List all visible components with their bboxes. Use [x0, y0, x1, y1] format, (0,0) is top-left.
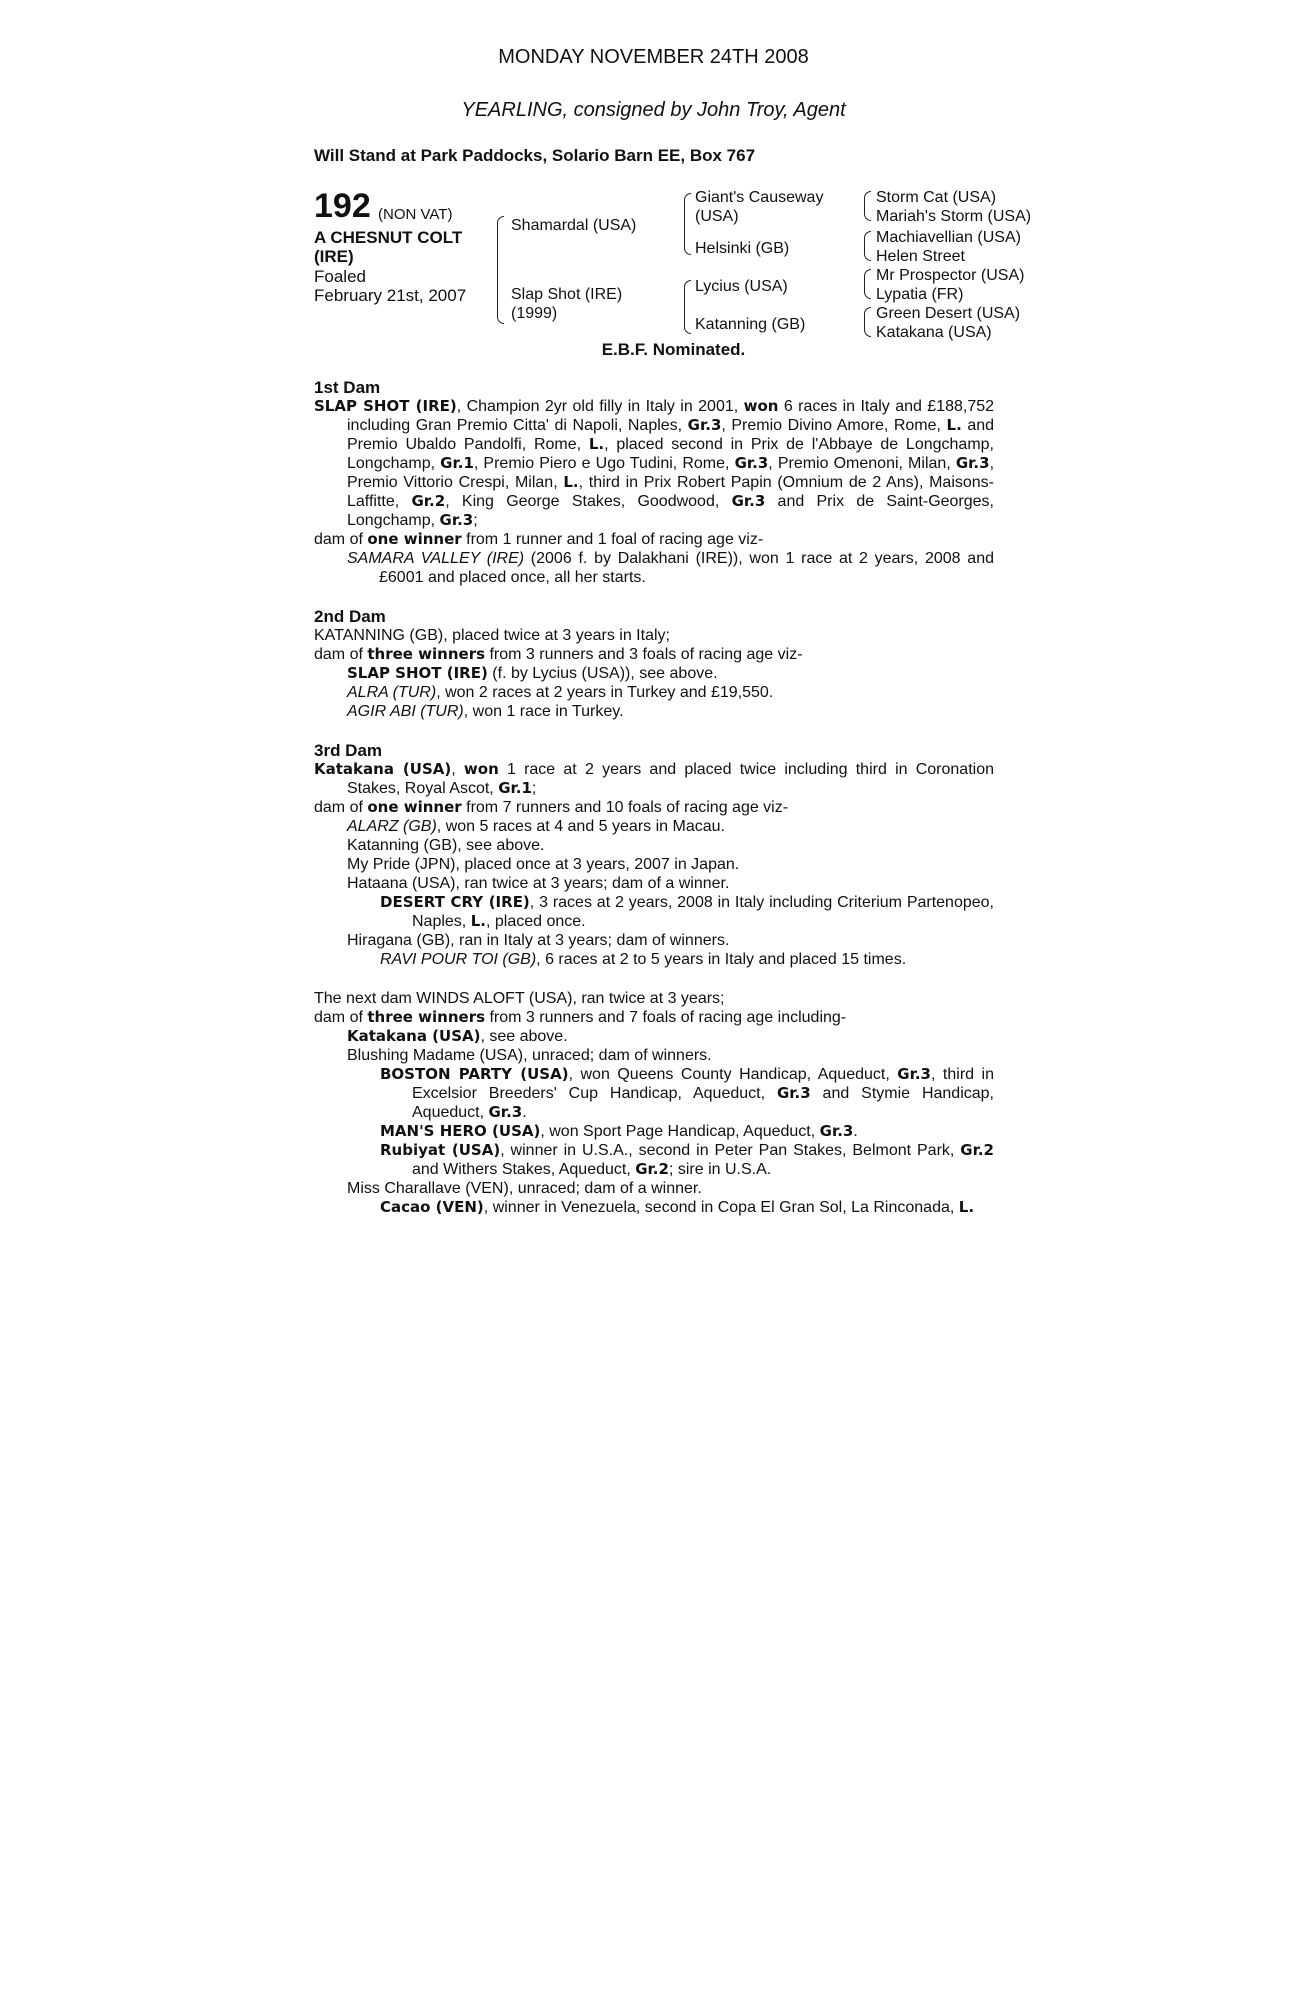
- first-dam-name: SLAP SHOT (IRE): [314, 397, 457, 415]
- listed-label: L.: [588, 435, 605, 453]
- record-text: , third in Prix Robert Papin (Omnium de 2 Ans), Maisons-Laffitte,: [347, 474, 995, 510]
- offspring-entry: Katanning (GB), see above.: [347, 837, 545, 854]
- offspring-entry: [314, 683, 994, 702]
- pedigree-dam: Slap Shot (IRE) (1999): [511, 286, 623, 322]
- grade-label: Gr.2: [960, 1141, 994, 1159]
- third-dam-name: Katakana (USA): [314, 760, 452, 778]
- record-text: ;: [473, 512, 478, 529]
- second-dam-heading: 2nd Dam: [314, 607, 386, 626]
- record-text: from 7 runners and 10 foals of racing age viz-: [461, 799, 789, 816]
- dam-details: [314, 378, 994, 1217]
- foaled-label: Foaled: [314, 267, 366, 286]
- first-dam-heading: 1st Dam: [314, 378, 381, 397]
- ebf-nominated: E.B.F. Nominated.: [601, 340, 746, 359]
- offspring-name: SLAP SHOT (IRE): [347, 664, 488, 682]
- offspring-name: Rubiyat (USA): [380, 1141, 501, 1159]
- pedigree-ggp: Mr Prospector (USA): [876, 267, 1025, 284]
- record-text: , won Sport Page Handicap, Aqueduct,: [540, 1123, 820, 1140]
- grade-label: Gr.2: [411, 492, 446, 510]
- record-text: and Prix de Saint-Georges, Longchamp,: [347, 493, 995, 529]
- listed-label: L.: [958, 1198, 975, 1216]
- record-text: , 6 races at 2 to 5 years in Italy and placed 15 times.: [536, 951, 907, 968]
- record-text: , Premio Divino Amore, Rome,: [721, 417, 947, 434]
- record-text: and Withers Stakes, Aqueduct,: [412, 1161, 636, 1178]
- offspring-entry: Blushing Madame (USA), unraced; dam of winners.: [347, 1047, 712, 1064]
- offspring-name: ALRA (TUR): [347, 684, 437, 701]
- record-text: , won 1 race in Turkey.: [463, 703, 624, 720]
- winners-count: three winners: [367, 1008, 486, 1026]
- grade-label: Gr.1: [440, 454, 474, 472]
- record-text: 1 race at 2 years and placed twice including third in Coronation Stakes, Royal Ascot,: [347, 761, 995, 797]
- record-text: 6 races in Italy and £188,752 including Gran Premio Citta' di Napoli, Naples,: [347, 398, 995, 434]
- record-text: .: [522, 1104, 527, 1121]
- pedigree-ggp: Katakana (USA): [876, 324, 992, 341]
- record-text: ,: [451, 761, 464, 778]
- record-text: , 3 races at 2 years, 2008 in Italy including Criterium Partenopeo, Naples,: [412, 894, 994, 930]
- pedigree-ggp: Machiavellian (USA): [876, 229, 1021, 246]
- won-label: won: [743, 397, 779, 415]
- offspring-name: Katakana (USA): [347, 1027, 481, 1045]
- pedigree-brace: [864, 231, 871, 261]
- record-text: , see above.: [480, 1028, 568, 1045]
- pedigree-brace: [684, 193, 691, 255]
- record-text: , Champion 2yr old filly in Italy in 2001,: [456, 398, 744, 415]
- grade-label: Gr.2: [635, 1160, 669, 1178]
- foaled-date: February 21st, 2007: [314, 286, 467, 305]
- vat-status: (NON VAT): [378, 206, 453, 223]
- grade-label: Gr.3: [439, 511, 474, 529]
- first-dam-produce-line: [314, 530, 994, 549]
- record-text: from 3 runners and 7 foals of racing age including-: [485, 1009, 847, 1026]
- winners-count: one winner: [367, 530, 462, 548]
- record-text: dam of: [314, 646, 368, 663]
- pedigree-ggp: Green Desert (USA): [876, 305, 1021, 322]
- won-label: won: [463, 760, 499, 778]
- pedigree-sire: Shamardal (USA): [511, 217, 637, 234]
- record-text: , won 2 races at 2 years in Turkey and £19,550.: [436, 684, 774, 701]
- grade-label: Gr.1: [498, 779, 532, 797]
- record-text: , winner in U.S.A., second in Peter Pan Stakes, Belmont Park,: [500, 1142, 961, 1159]
- record-text: (2006 f. by Dalakhani (IRE)), won 1 race at 2 years, 2008 and £6001 and placed once, all her starts.: [379, 550, 994, 586]
- second-dam-produce-line: [314, 645, 994, 664]
- grade-label: Gr.3: [955, 454, 990, 472]
- record-text: , winner in Venezuela, second in Copa El Gran Sol, La Rinconada,: [483, 1199, 959, 1216]
- record-text: dam of: [314, 799, 368, 816]
- grade-label: Gr.3: [731, 492, 766, 510]
- offspring-entry: [314, 817, 994, 836]
- record-text: dam of: [314, 1009, 368, 1026]
- record-text: , placed once.: [485, 913, 586, 930]
- standing-location: Will Stand at Park Paddocks, Solario Barn EE, Box 767: [314, 146, 756, 165]
- offspring-entry: [314, 702, 994, 721]
- offspring-name: ALARZ (GB): [347, 818, 437, 835]
- first-dam-record: [314, 397, 994, 530]
- record-text: , Premio Piero e Ugo Tudini, Rome,: [473, 455, 735, 472]
- listed-label: L.: [470, 912, 486, 930]
- record-text: , Premio Omenoni, Milan,: [768, 455, 956, 472]
- record-text: and Stymie Handicap, Aqueduct,: [412, 1085, 994, 1121]
- offspring-entry: [314, 549, 994, 587]
- pedigree-dam-dam: Katanning (GB): [695, 316, 806, 333]
- grade-label: Gr.3: [819, 1122, 854, 1140]
- pedigree-brace: [864, 307, 871, 337]
- offspring-name: MAN'S HERO (USA): [380, 1122, 541, 1140]
- record-text: .: [853, 1123, 858, 1140]
- offspring-entry: Hiragana (GB), ran in Italy at 3 years; dam of winners.: [347, 932, 730, 949]
- next-dam-produce-line: [314, 1008, 994, 1027]
- offspring-name: BOSTON PARTY (USA): [380, 1065, 569, 1083]
- record-text: from 3 runners and 3 foals of racing age viz-: [485, 646, 803, 663]
- third-dam-produce-line: [314, 798, 994, 817]
- winners-count: one winner: [367, 798, 462, 816]
- pedigree-ggp: Mariah's Storm (USA): [876, 208, 1032, 225]
- record-text: dam of: [314, 531, 368, 548]
- pedigree-ggp: Lypatia (FR): [876, 286, 964, 303]
- record-text: and Premio Ubaldo Pandolfi, Rome,: [347, 417, 995, 453]
- third-dam-heading: 3rd Dam: [314, 741, 383, 760]
- grade-label: Gr.3: [687, 416, 722, 434]
- grand-offspring-entry: [314, 1065, 994, 1122]
- second-dam-record: KATANNING (GB), placed twice at 3 years in Italy;: [314, 627, 670, 644]
- offspring-entry: Hataana (USA), ran twice at 3 years; dam of a winner.: [347, 875, 730, 892]
- offspring-entry: Miss Charallave (VEN), unraced; dam of a winner.: [347, 1180, 702, 1197]
- offspring-entry: [314, 664, 994, 683]
- third-dam-record: [314, 760, 994, 798]
- pedigree-dam-sire: Lycius (USA): [695, 278, 788, 295]
- pedigree-sire-dam: Helsinki (GB): [695, 240, 790, 257]
- record-text: (f. by Lycius (USA)), see above.: [487, 665, 718, 682]
- offspring-name: AGIR ABI (TUR): [347, 703, 464, 720]
- record-text: ; sire in U.S.A.: [668, 1161, 772, 1178]
- grand-offspring-entry: [314, 1198, 994, 1217]
- lot-number: 192: [314, 187, 371, 225]
- offspring-name: SAMARA VALLEY (IRE): [347, 550, 525, 567]
- pedigree-brace: [864, 269, 871, 299]
- record-text: , third in Excelsior Breeders' Cup Handicap, Aqueduct,: [412, 1066, 994, 1102]
- pedigree-ggp: Storm Cat (USA): [876, 189, 997, 206]
- grand-offspring-entry: [314, 893, 994, 931]
- grand-offspring-entry: [314, 1141, 994, 1179]
- offspring-entry: My Pride (JPN), placed once at 3 years, 2007 in Japan.: [347, 856, 740, 873]
- record-text: , placed second in Prix de l'Abbaye de Longchamp, Longchamp,: [347, 436, 994, 472]
- offspring-name: Cacao (VEN): [380, 1198, 484, 1216]
- pedigree-ggp: Helen Street: [876, 248, 965, 265]
- pedigree-brace: [864, 191, 871, 221]
- consignment-line: YEARLING, consigned by John Troy, Agent: [461, 99, 846, 121]
- record-text: , won 5 races at 4 and 5 years in Macau.: [436, 818, 725, 835]
- offspring-name: DESERT CRY (IRE): [380, 893, 530, 911]
- pedigree-brace: [684, 280, 691, 334]
- grade-label: Gr.3: [488, 1103, 523, 1121]
- listed-label: L.: [946, 416, 962, 434]
- offspring-entry: [314, 1027, 994, 1046]
- grade-label: Gr.3: [734, 454, 769, 472]
- record-text: ;: [531, 780, 537, 797]
- grade-label: Gr.3: [897, 1065, 931, 1083]
- pedigree-sire-sire: Giant's Causeway (USA): [695, 189, 824, 225]
- listed-label: L.: [563, 473, 579, 491]
- offspring-name: RAVI POUR TOI (GB): [380, 951, 537, 968]
- grade-label: Gr.3: [776, 1084, 811, 1102]
- record-text: , won Queens County Handicap, Aqueduct,: [568, 1066, 898, 1083]
- grand-offspring-entry: [314, 950, 994, 969]
- winners-count: three winners: [367, 645, 486, 663]
- grand-offspring-entry: [314, 1122, 994, 1141]
- record-text: , Premio Vittorio Crespi, Milan,: [347, 455, 995, 491]
- record-text: , King George Stakes, Goodwood,: [445, 493, 732, 510]
- pedigree-brace: [497, 216, 504, 324]
- record-text: from 1 runner and 1 foal of racing age viz-: [461, 531, 764, 548]
- sale-date: MONDAY NOVEMBER 24TH 2008: [498, 46, 809, 68]
- lot-description: A CHESNUT COLT (IRE): [314, 228, 463, 266]
- next-dam-record: The next dam WINDS ALOFT (USA), ran twice at 3 years;: [314, 990, 725, 1007]
